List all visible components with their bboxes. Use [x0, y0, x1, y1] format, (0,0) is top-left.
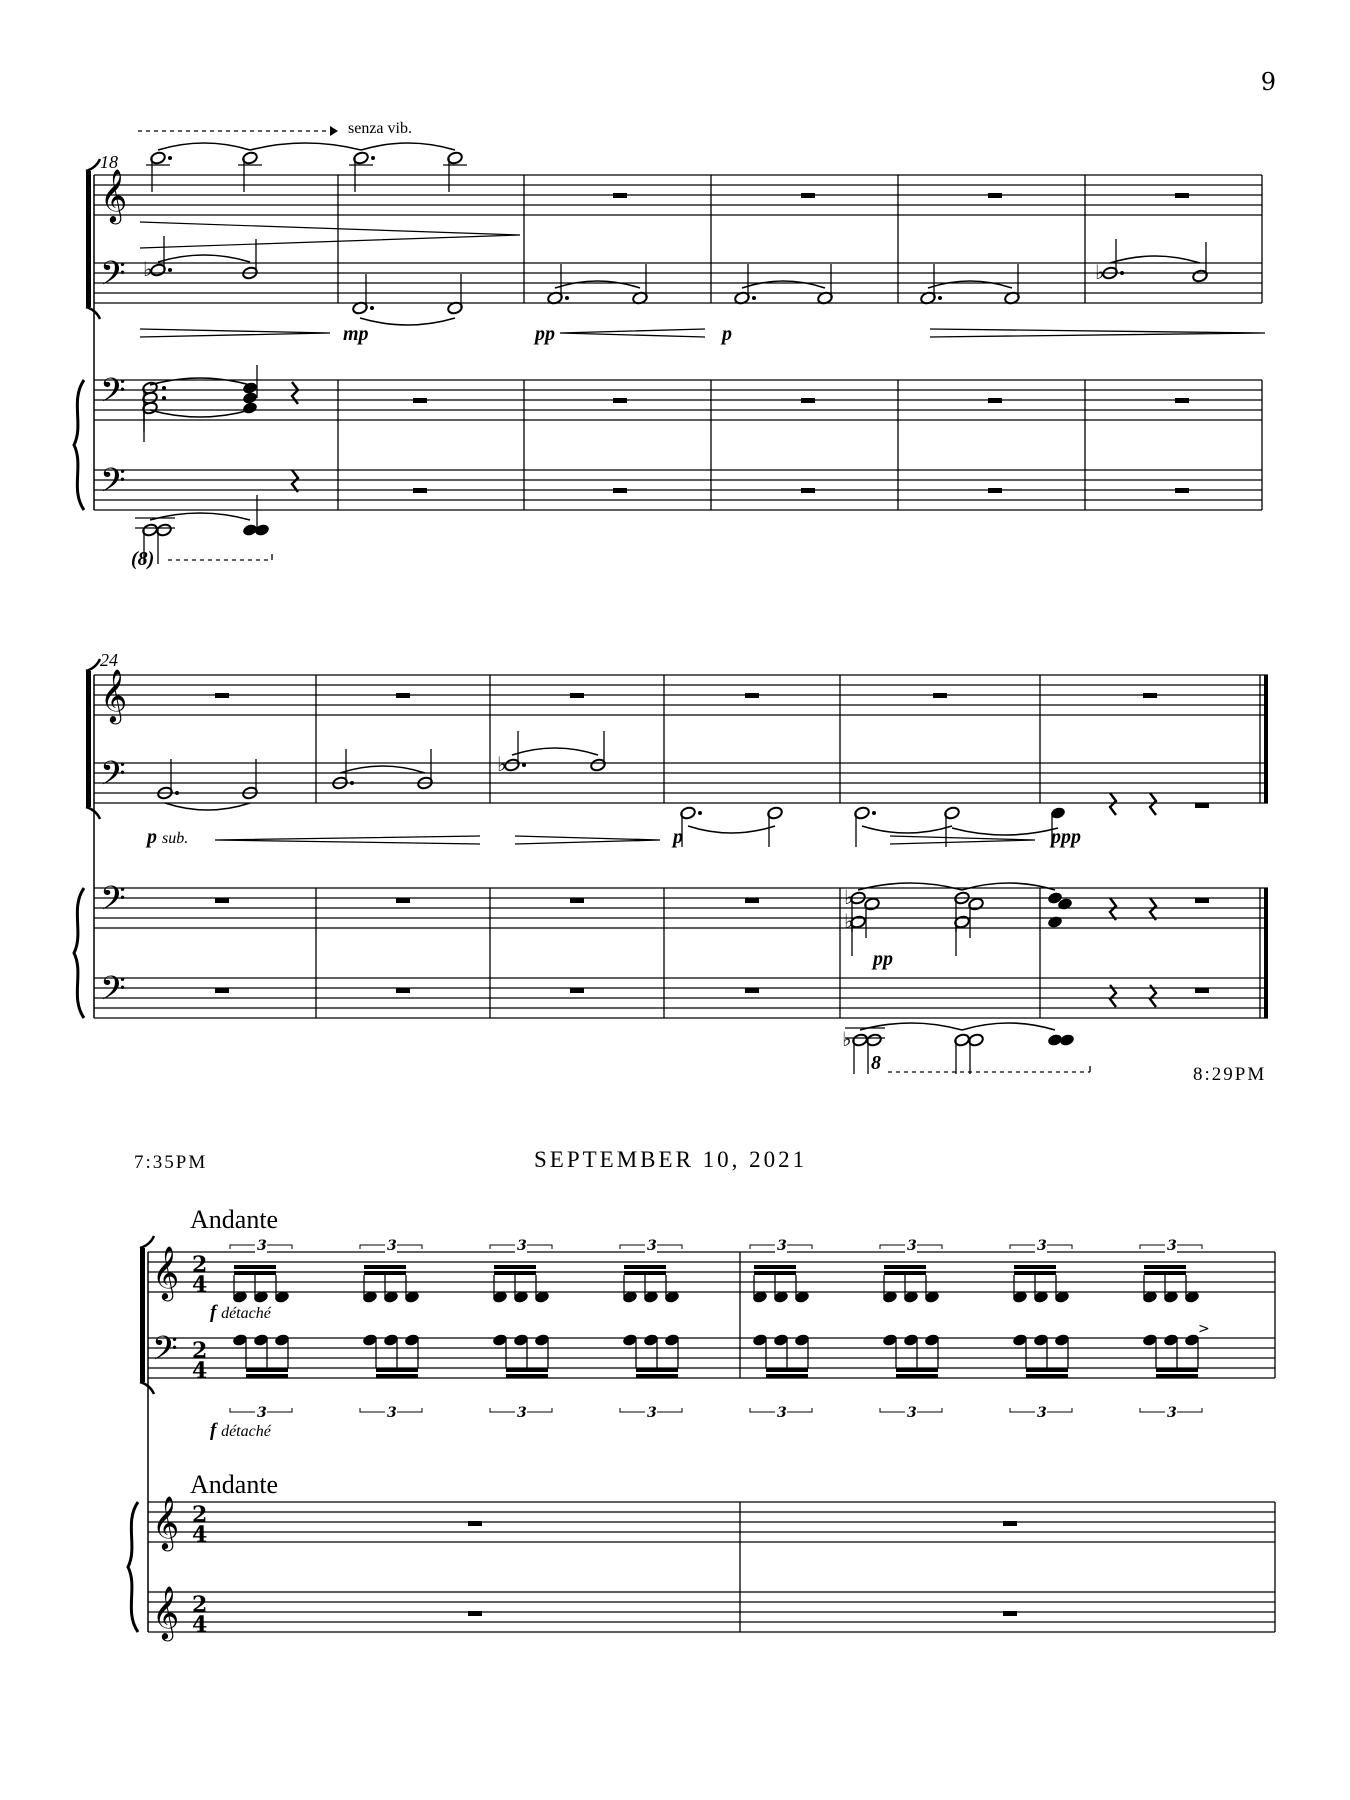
beam-primary	[636, 1368, 678, 1372]
beam-secondary	[896, 1374, 938, 1378]
piano-rh-whole-rest	[613, 398, 627, 403]
beam-secondary	[1156, 1374, 1198, 1378]
piano-lh-whole-rest	[988, 488, 1002, 493]
beam-primary	[624, 1271, 666, 1275]
augmentation-dot	[371, 156, 375, 160]
piano-rh-tie	[962, 883, 1055, 890]
cello-decresc-2	[515, 836, 660, 844]
piano-rh-whole-rest	[413, 398, 427, 403]
time-signature-numerator: 2	[192, 1592, 208, 1618]
time-signature-denominator: 4	[192, 1358, 208, 1384]
dynamic-p-2: p	[673, 826, 683, 848]
piano-rh-whole-rest-2	[745, 898, 759, 903]
flat-sign: ♭	[143, 257, 153, 281]
cello-tie	[555, 281, 640, 288]
filled-note-head	[242, 401, 259, 415]
violin-tie-2	[250, 143, 361, 150]
augmentation-dot	[168, 268, 172, 272]
piano-lh-whole-rest-4	[1003, 1611, 1017, 1616]
cello-tie	[512, 748, 598, 755]
half-rest	[1195, 988, 1209, 993]
piano-rh-whole-rest-2	[570, 898, 584, 903]
score-layer	[74, 126, 1275, 1641]
tuplet-number: 3	[1037, 1238, 1047, 1254]
violin-whole-rest	[613, 193, 627, 198]
augmentation-dot	[350, 781, 354, 785]
system1-piano-bass-clef-lh: 𝄢	[100, 462, 126, 508]
cello-cresc-2	[215, 836, 480, 844]
section-treble-clef: 𝄞	[152, 1245, 180, 1299]
tempo-andante-top: Andante	[190, 1205, 279, 1234]
tuplet-number: 3	[647, 1238, 657, 1254]
tuplet-number: 3	[907, 1238, 917, 1254]
piano-rh-whole-rest-4	[1003, 1521, 1017, 1526]
quarter-rest	[1110, 898, 1116, 920]
piano-lh-whole-rest-2	[396, 988, 410, 993]
sub-text: sub.	[162, 830, 189, 847]
augmentation-dot	[162, 386, 166, 390]
cello-tie	[862, 826, 952, 833]
ottava-marking-2: 8	[871, 1052, 881, 1074]
beam-primary	[364, 1271, 406, 1275]
piano-rh-whole-rest	[988, 398, 1002, 403]
beam-secondary	[636, 1374, 678, 1378]
section-piano-treble-lh: 𝄞	[152, 1585, 180, 1639]
tuplet-number: 3	[517, 1238, 527, 1254]
dynamic-pp: pp	[535, 323, 555, 345]
filled-note-head	[254, 523, 271, 537]
beam-secondary	[506, 1374, 548, 1378]
augmentation-dot	[752, 296, 756, 300]
piano-lh-whole-rest	[613, 488, 627, 493]
beam-primary	[754, 1271, 796, 1275]
tuplet-number: 3	[1167, 1238, 1177, 1254]
accent-mark: >	[1198, 1321, 1210, 1337]
section-piano-treble-rh: 𝄞	[152, 1495, 180, 1549]
end-time: 8:29PM	[1193, 1064, 1267, 1085]
cello-tie	[742, 281, 825, 288]
violin-whole-rest-2	[215, 693, 229, 698]
piano-brace	[128, 1502, 138, 1632]
beam-secondary	[884, 1265, 926, 1269]
dynamic-p: p	[722, 323, 732, 345]
senza-vib-arrow	[330, 126, 338, 136]
beam-secondary	[1026, 1374, 1068, 1378]
piano-chord-tie	[150, 410, 250, 417]
system2-piano-bass-clef-rh: 𝄢	[100, 880, 126, 926]
violin-tie-1	[158, 143, 250, 150]
augmentation-dot	[938, 296, 942, 300]
piano-lh-tie	[962, 1023, 1055, 1030]
piano-lh-tie	[150, 513, 250, 520]
half-rest	[1195, 803, 1209, 808]
cello-tie	[165, 803, 250, 810]
tuplet-number: 3	[647, 1405, 657, 1421]
detache-text-treble: détaché	[221, 1305, 271, 1322]
measure-number-18: 18	[100, 152, 118, 172]
piano-lh-whole-rest-3	[468, 1611, 482, 1616]
flat-sign: ♭	[842, 1027, 852, 1051]
dynamic-f-treble: f détaché	[210, 1302, 271, 1323]
violin-whole-rest-2	[933, 693, 947, 698]
flat-sign: ♭	[497, 752, 507, 776]
beam-secondary	[494, 1265, 536, 1269]
augmentation-dot	[162, 396, 166, 400]
quarter-rest	[1150, 793, 1156, 815]
violin-whole-rest-2	[745, 693, 759, 698]
quarter-rest	[1110, 793, 1116, 815]
system-bracket	[86, 171, 91, 307]
violin-whole-rest	[1175, 193, 1189, 198]
augmentation-dot	[872, 811, 876, 815]
cello-tie	[928, 281, 1012, 288]
measure-number-24: 24	[100, 650, 118, 670]
beam-secondary	[376, 1374, 418, 1378]
violin-whole-rest-2	[396, 693, 410, 698]
filled-note-head	[1059, 1033, 1076, 1047]
piano-lh-whole-rest-2	[745, 988, 759, 993]
cello-decresc-3	[890, 836, 1035, 844]
system1-piano-bass-clef-rh: 𝄢	[100, 372, 126, 418]
ottava-marking-1: (8)	[131, 548, 155, 570]
beam-primary	[1014, 1271, 1056, 1275]
cello-tie	[340, 766, 425, 773]
beam-secondary	[766, 1374, 808, 1378]
augmentation-dot	[565, 296, 569, 300]
senza-vib-marking: senza vib.	[348, 120, 412, 137]
beam-primary	[234, 1271, 276, 1275]
cello-tie	[952, 828, 1058, 835]
system1-treble-clef: 𝄞	[100, 168, 128, 222]
piano-lh-tie	[860, 1023, 962, 1030]
piano-rh-whole-rest-3	[468, 1521, 482, 1526]
page-number: 9	[1260, 68, 1276, 96]
dynamic-pp-piano: pp	[873, 948, 893, 970]
beam-secondary	[1144, 1265, 1186, 1269]
augmentation-dot	[522, 763, 526, 767]
violin-tie-3	[361, 143, 455, 150]
section-title: SEPTEMBER 10, 2021	[534, 1147, 808, 1172]
time-signature-denominator: 4	[192, 1612, 208, 1638]
dynamic-f-bass: f détaché	[210, 1420, 271, 1441]
detache-text-bass: détaché	[221, 1423, 271, 1440]
tuplet-number: 3	[777, 1238, 787, 1254]
dynamic-p-sub: p sub.	[147, 826, 189, 848]
beam-primary	[246, 1368, 288, 1372]
start-time: 7:35PM	[134, 1152, 208, 1173]
piano-lh-whole-rest-2	[215, 988, 229, 993]
beam-primary	[884, 1271, 926, 1275]
augmentation-dot	[698, 811, 702, 815]
tuplet-number: 3	[1167, 1405, 1177, 1421]
beam-secondary	[624, 1265, 666, 1269]
violin-whole-rest	[988, 193, 1002, 198]
violin-long-hairpin	[140, 222, 520, 248]
beam-primary	[1144, 1271, 1186, 1275]
time-signature-numerator: 2	[192, 1338, 208, 1364]
piano-rh-tie	[858, 883, 962, 890]
quarter-rest	[1150, 898, 1156, 920]
piano-lh-whole-rest	[801, 488, 815, 493]
bracket-hook-top	[86, 159, 100, 171]
system-bracket	[140, 1248, 145, 1382]
tuplet-number: 3	[517, 1405, 527, 1421]
piano-brace	[74, 380, 84, 510]
piano-rh-whole-rest-2	[396, 898, 410, 903]
tempo-andante-piano: Andante	[190, 1470, 279, 1499]
cello-decresc-1	[140, 329, 330, 337]
dynamic-ppp: ppp	[1051, 826, 1081, 848]
system1-bass-clef: 𝄢	[100, 255, 126, 301]
tuplet-number: 3	[257, 1238, 267, 1254]
violin-whole-rest-2	[570, 693, 584, 698]
cello-tie	[1110, 256, 1200, 263]
bracket-hook-top	[86, 659, 100, 671]
piano-rh-whole-rest	[801, 398, 815, 403]
bracket-hook-bottom	[86, 807, 100, 819]
augmentation-dot	[1120, 271, 1124, 275]
beam-primary	[494, 1271, 536, 1275]
tuplet-number: 3	[387, 1238, 397, 1254]
section-bass-clef: 𝄢	[152, 1330, 178, 1376]
beam-secondary	[246, 1374, 288, 1378]
cello-tie	[688, 826, 775, 833]
augmentation-dot	[370, 306, 374, 310]
beam-secondary	[1014, 1265, 1056, 1269]
system-bracket	[86, 671, 91, 807]
tuplet-number: 3	[907, 1405, 917, 1421]
flat-sign: ♭	[1095, 260, 1105, 284]
bracket-hook-bottom	[86, 307, 100, 319]
beam-primary	[896, 1368, 938, 1372]
beam-primary	[506, 1368, 548, 1372]
quarter-rest	[292, 470, 298, 492]
beam-primary	[1156, 1368, 1198, 1372]
cello-tie	[158, 255, 250, 262]
cello-long-hairpin	[930, 329, 1265, 337]
violin-whole-rest-2	[1143, 693, 1157, 698]
piano-lh-whole-rest-2	[570, 988, 584, 993]
time-signature-denominator: 4	[192, 1522, 208, 1548]
tuplet-number: 3	[257, 1405, 267, 1421]
augmentation-dot	[168, 156, 172, 160]
time-signature-numerator: 2	[192, 1252, 208, 1278]
piano-brace	[74, 888, 84, 1018]
beam-primary	[766, 1368, 808, 1372]
time-signature-denominator: 4	[192, 1272, 208, 1298]
beam-secondary	[754, 1265, 796, 1269]
flat-sign: ♭	[844, 885, 854, 909]
system2-bass-clef: 𝄢	[100, 755, 126, 801]
tuplet-number: 3	[387, 1405, 397, 1421]
tuplet-number: 3	[1037, 1405, 1047, 1421]
cello-tie	[360, 318, 455, 325]
beam-secondary	[364, 1265, 406, 1269]
piano-lh-whole-rest	[413, 488, 427, 493]
dynamic-mp: mp	[343, 323, 369, 345]
piano-chord-tie-top	[150, 378, 250, 385]
tuplet-number: 3	[777, 1405, 787, 1421]
piano-lh-whole-rest	[1175, 488, 1189, 493]
bracket-hook-bottom	[140, 1382, 154, 1394]
cello-cresc-1	[560, 329, 705, 337]
quarter-rest	[292, 382, 298, 404]
beam-primary	[1026, 1368, 1068, 1372]
system2-piano-bass-clef-lh: 𝄢	[100, 970, 126, 1016]
beam-secondary	[234, 1265, 276, 1269]
augmentation-dot	[175, 791, 179, 795]
piano-rh-whole-rest-2	[215, 898, 229, 903]
flat-sign: ♭	[844, 909, 854, 933]
beam-primary	[376, 1368, 418, 1372]
piano-rh-whole-rest	[1175, 398, 1189, 403]
system2-treble-clef: 𝄞	[100, 668, 128, 722]
filled-note-head	[1047, 915, 1064, 929]
violin-whole-rest	[801, 193, 815, 198]
half-rest	[1195, 898, 1209, 903]
time-signature-numerator: 2	[192, 1502, 208, 1528]
